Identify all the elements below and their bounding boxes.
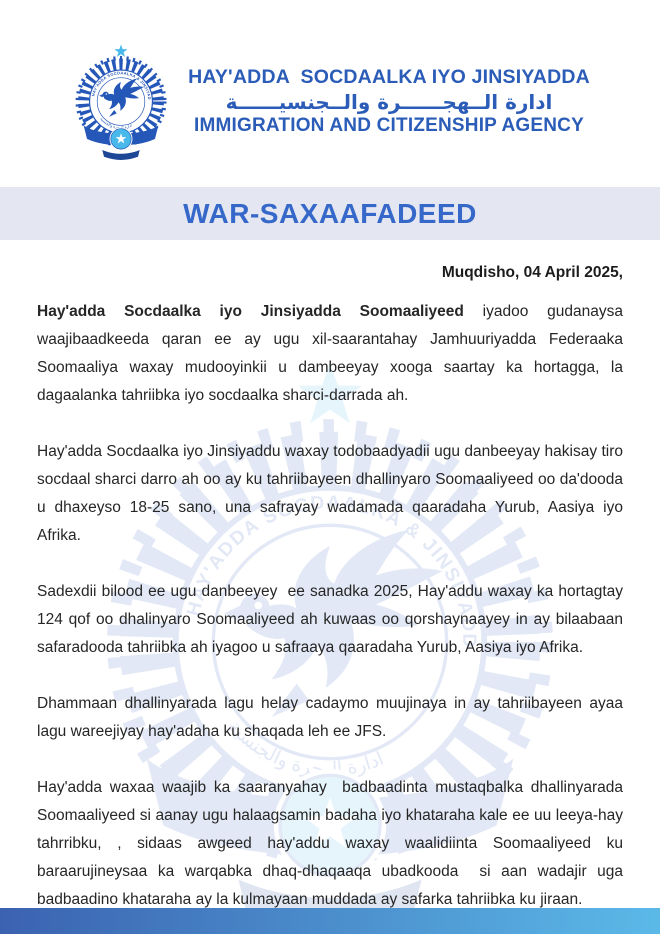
paragraph-text: Sadexdii bilood ee ugu danbeeyey ee sanadka 2025, Hay'addu waxay ka hortagtay 124 qof oo dhalinyaro Soomaaliyeed ah kuwaas oo qorshaynaayey in ay bilaabaan safaradooda tahriibka ah iyagoo u safraaya qaaradaha Yurub, Aasiya iyo Afrika. <box>37 583 628 656</box>
agency-emblem-icon <box>70 42 172 161</box>
org-name-somali: HAY'ADDA SOCDAALKA IYO JINSIYADDA <box>188 65 590 88</box>
org-name-block <box>188 66 590 138</box>
letterhead <box>0 0 660 161</box>
paragraph-text: Hay'adda waxaa waajib ka saaranyahay badbaadinta mustaqbalka dhallinyarada Soomaaliyeed si aanay ugu halaagsamin badaha iyo khataraha kale ee uu leeya-hay tahrribku, , sidaas awgeed hay'addu waxay waalidiinta Soomaaliyeed ku baraarujineysaa ka warqabka dhaq-dhaqaaqa ubadkooda si aan wadajir uga badbaadino khataraha ay la kulmayaan muddada ay safarka tahriibka ku jiraan. <box>37 779 628 908</box>
body-paragraph <box>37 438 628 550</box>
body-paragraph <box>37 774 628 914</box>
body-paragraph <box>37 690 628 746</box>
paragraph-text: Dhammaan dhallinyarada lagu helay cadaymo muujinaya in ay tahriibayeen ayaa lagu wareejiyay hay'adaha ku shaqada leh ee JFS. <box>37 695 628 740</box>
agency-logo <box>70 42 172 161</box>
paragraph-text: Hay'adda Socdaalka iyo Jinsiyaddu waxay todobaadyadii ugu danbeeyay hakisay tiro socdaal sharci darro ah oo ay ku tahriibayeen dhallinyaro Soomaaliyeed oo da'dooda u dhaxeyso 18-25 sano, una safrayay wadamada qaaradaha Yurub, Aasiya iyo Afrika. <box>37 443 628 544</box>
dateline: Muqdisho, 04 April 2025, <box>441 264 623 281</box>
org-name-arabic: ادارة الــهجــــــرة والــجنسيــــــة <box>225 89 553 114</box>
press-release-title: WAR-SAXAAFADEED <box>183 197 477 229</box>
paragraph-text: iyadoo gudanaysa waajibaadkeeda qaran ee ay ugu xil-saarantahay Jamhuuriyadda Federaaka Soomaaliya waxay mudooyinkii u dambeeyay xooga saartay ka hortagga, la dagaalanka tahriibka iyo socdaalka sharci-darrada ah. <box>37 303 628 404</box>
press-release-banner <box>0 187 660 240</box>
org-name-english: IMMIGRATION AND CITIZENSHIP AGENCY <box>194 115 584 137</box>
body-paragraph <box>37 578 628 662</box>
body-paragraph <box>37 298 628 410</box>
paragraph-lead: Hay'adda Socdaalka iyo Jinsiyadda Soomaaliyeed <box>37 303 464 320</box>
document-body <box>0 240 660 914</box>
